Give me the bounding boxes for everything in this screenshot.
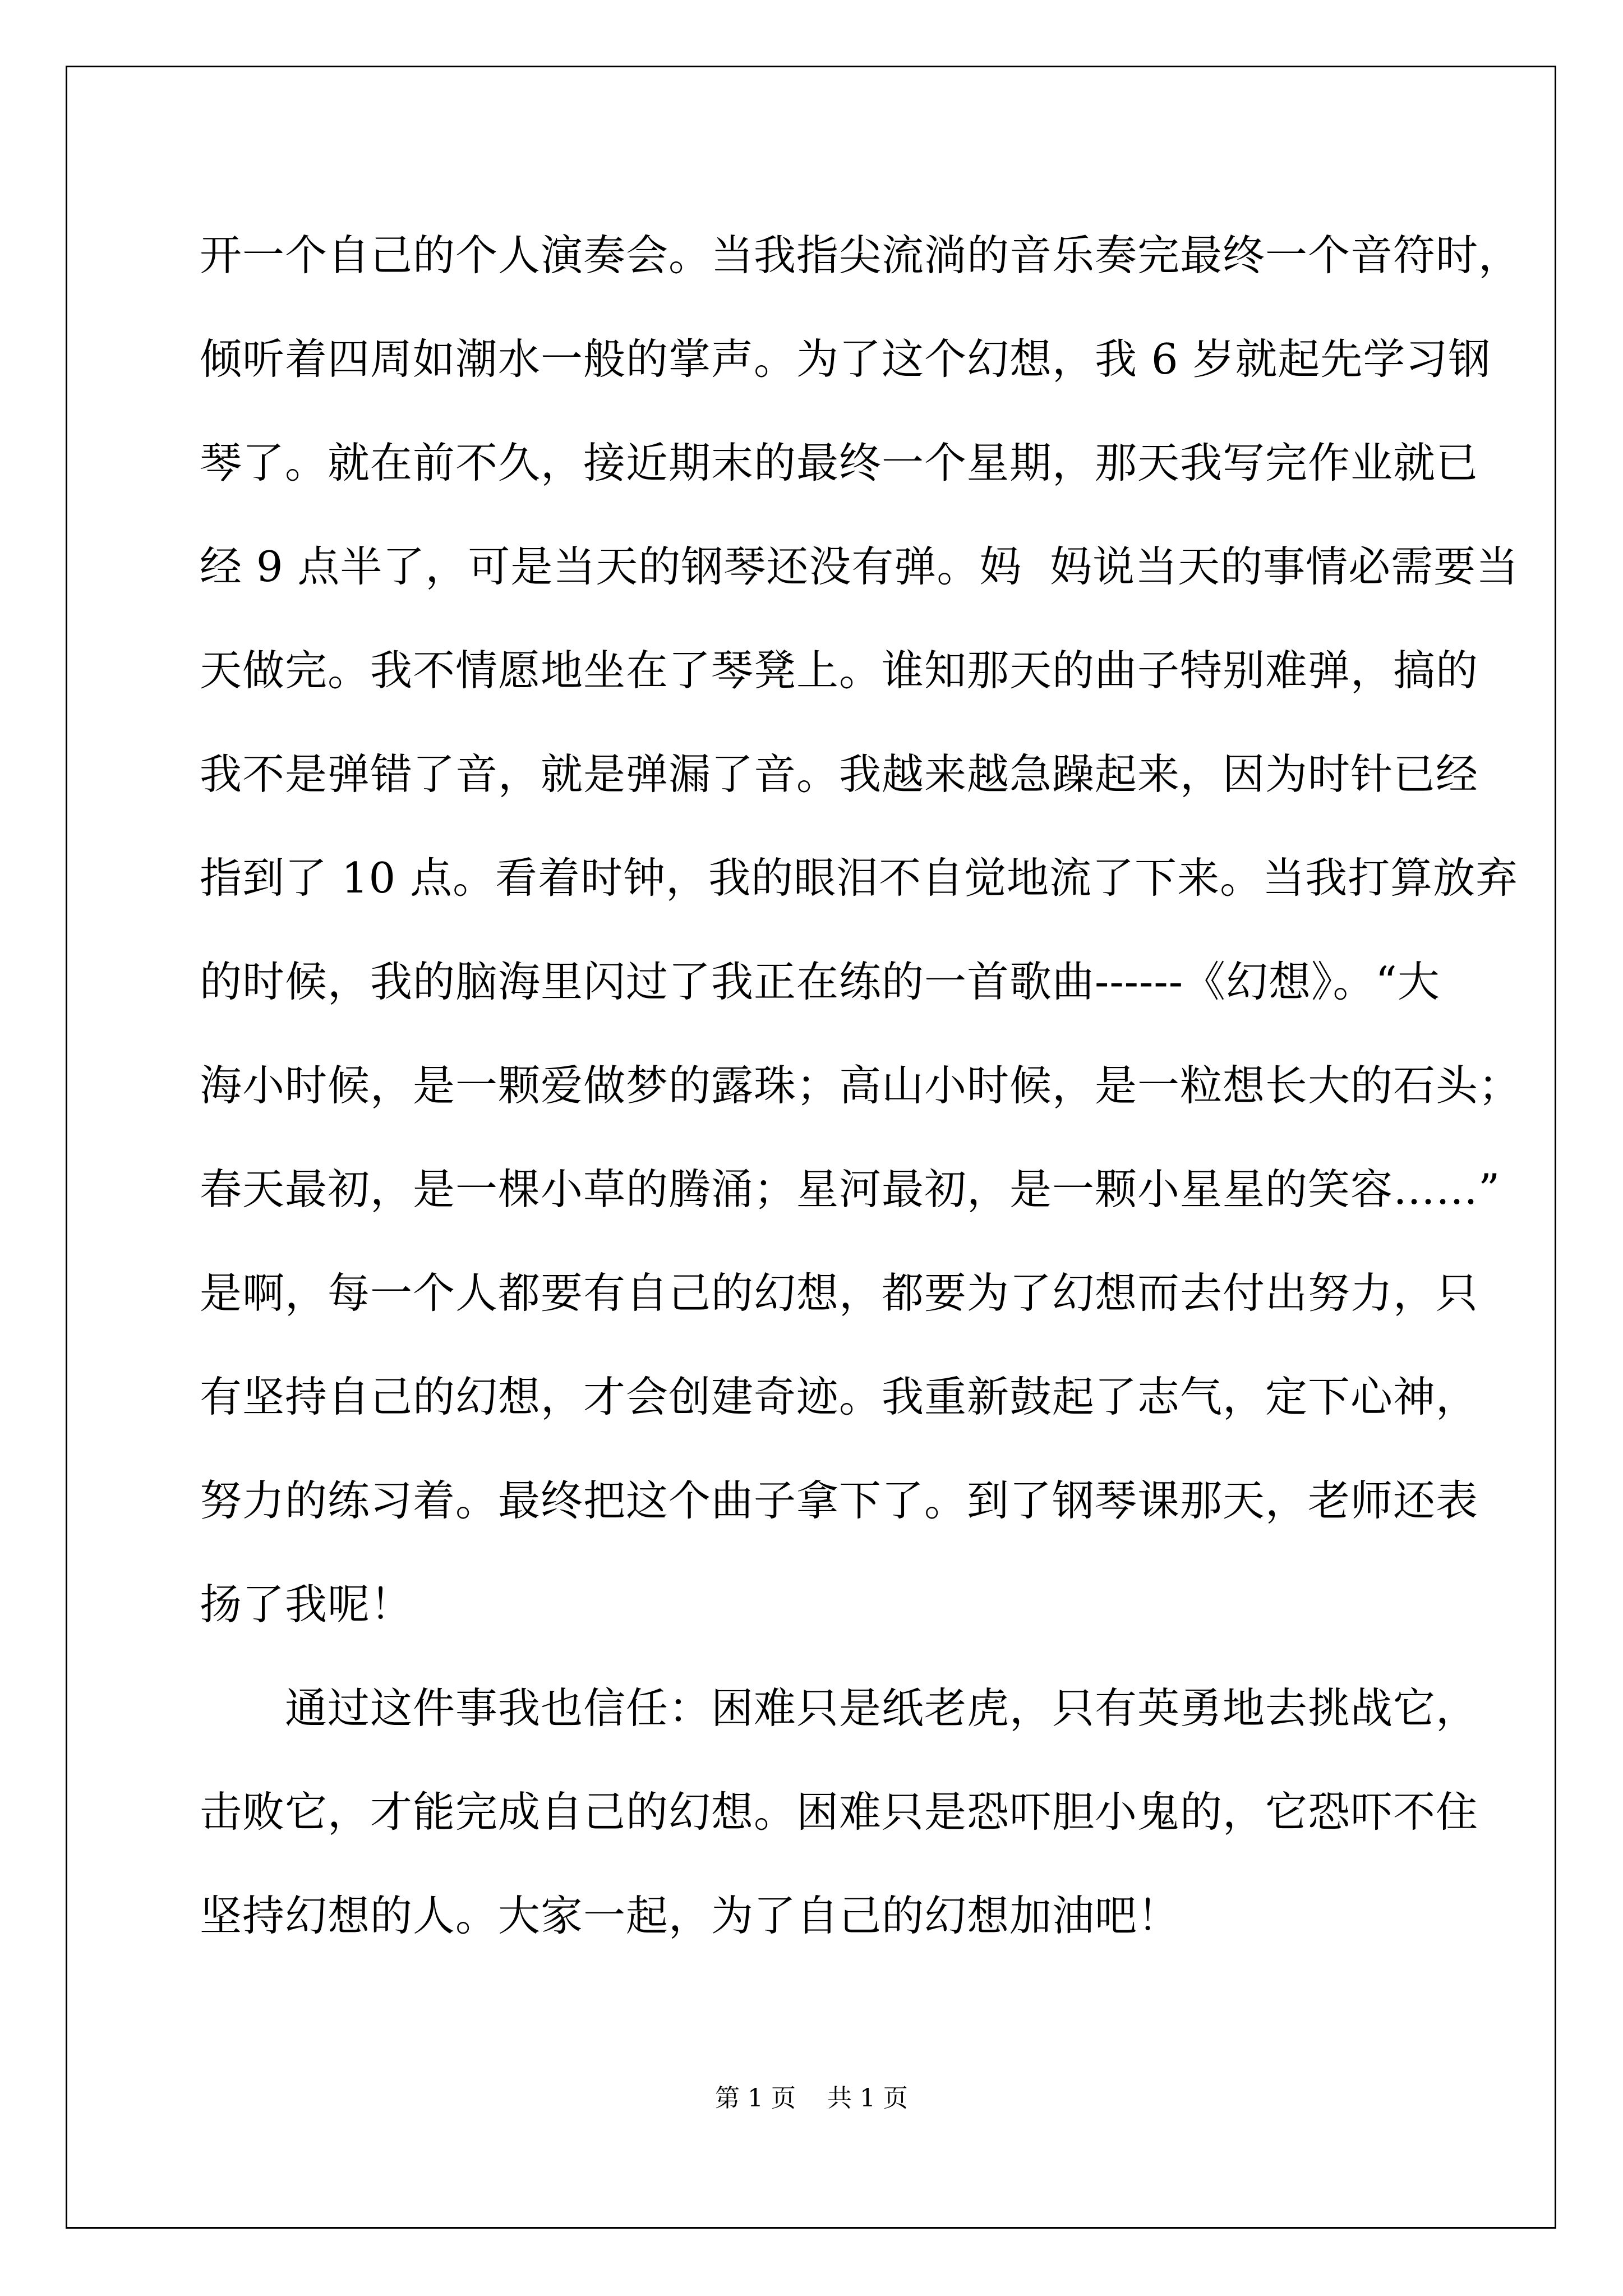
text-line: 是啊，每一个人都要有自己的幻想，都要为了幻想而去付出努力，只 [200, 1268, 1479, 1318]
text-line: 开一个自己的个人演奏会。当我指尖流淌的音乐奏完最终一个音符时， [200, 231, 1521, 280]
text-line: 扬了我呢！ [200, 1580, 413, 1629]
text-line: 坚持幻想的人。大家一起，为了自己的幻想加油吧！ [200, 1891, 1181, 1940]
text-line: 倾听着四周如潮水一般的掌声。为了这个幻想，我 6 岁就起先学习钢 [200, 334, 1491, 384]
text-line: 击败它，才能完成自己的幻想。困难只是恐吓胆小鬼的，它恐吓不住 [200, 1787, 1479, 1837]
text-line: 通过这件事我也信任：困难只是纸老虎，只有英勇地去挑战它， [200, 1683, 1479, 1733]
text-line: 努力的练习着。最终把这个曲子拿下了。到了钢琴课那天，老师还表 [200, 1476, 1479, 1525]
text-line: 我不是弹错了音，就是弹漏了音。我越来越急躁起来，因为时针已经 [200, 749, 1479, 799]
text-line: 经 9 点半了，可是当天的钢琴还没有弹。妈 妈说当天的事情必需要当 [200, 542, 1519, 591]
text-line: 天做完。我不情愿地坐在了琴凳上。谁知那天的曲子特别难弹，搞的 [200, 646, 1479, 695]
text-line: 春天最初，是一棵小草的腾涌；星河最初，是一颗小星星的笑容……” [200, 1165, 1501, 1214]
text-line: 的时候，我的脑海里闪过了我正在练的一首歌曲------《幻想》。“大 [200, 957, 1440, 1006]
text-line: 海小时候，是一颗爱做梦的露珠；高山小时候，是一粒想长大的石头； [200, 1061, 1521, 1110]
text-line: 琴了。就在前不久，接近期末的最终一个星期，那天我写完作业就已 [200, 438, 1479, 487]
text-line: 指到了 10 点。看着时钟，我的眼泪不自觉地流了下来。当我打算放弃 [200, 853, 1519, 903]
page-number-footer: 第 1 页 共 1 页 [715, 2084, 908, 2113]
text-line: 有坚持自己的幻想，才会创建奇迹。我重新鼓起了志气，定下心神， [200, 1372, 1479, 1421]
